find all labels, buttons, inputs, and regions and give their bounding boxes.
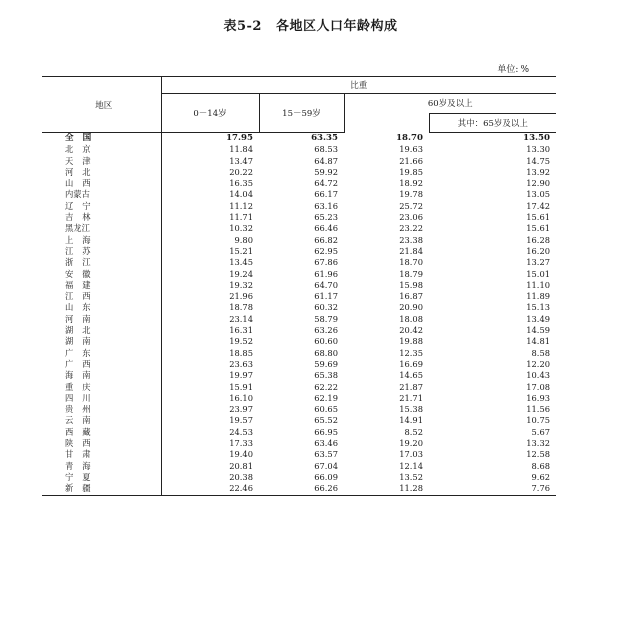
age-15-59-cell: 67.86 bbox=[314, 257, 338, 268]
age-65-plus-cell: 12.58 bbox=[526, 449, 551, 460]
age-65-plus-cell: 12.90 bbox=[526, 178, 551, 189]
age-15-59-cell: 60.60 bbox=[314, 336, 338, 347]
age-65-plus-cell: 13.32 bbox=[526, 438, 551, 449]
age-15-59-cell: 66.09 bbox=[314, 471, 338, 482]
age-60-plus-cell: 16.87 bbox=[399, 291, 423, 302]
age-60-plus-cell: 14.65 bbox=[399, 370, 423, 381]
table-row bbox=[42, 223, 556, 234]
age-60-plus-cell: 19.63 bbox=[399, 144, 423, 155]
age-0-14-cell: 20.22 bbox=[229, 166, 253, 177]
age-60-plus-cell: 23.06 bbox=[399, 212, 423, 223]
table-row bbox=[42, 438, 556, 449]
table-row bbox=[42, 257, 556, 268]
age-15-59-cell: 64.72 bbox=[314, 178, 338, 189]
unit-text: 单位: bbox=[497, 65, 519, 75]
age-60-plus-cell: 20.90 bbox=[399, 302, 423, 313]
table-row bbox=[42, 144, 556, 155]
age-15-59-cell: 65.52 bbox=[314, 415, 338, 426]
age-65-plus-cell: 16.28 bbox=[526, 234, 551, 245]
region-cell: 湖北 bbox=[42, 325, 161, 336]
header-ratio: 比重 bbox=[161, 77, 556, 94]
age-15-59-cell: 64.87 bbox=[314, 155, 338, 166]
age-60-plus-cell: 8.52 bbox=[404, 426, 423, 437]
age-15-59-cell: 62.22 bbox=[314, 381, 338, 392]
region-cell: 内蒙古 bbox=[42, 189, 161, 200]
age-65-plus-cell: 13.27 bbox=[526, 257, 551, 268]
table-row bbox=[42, 291, 556, 302]
age-60-plus-cell: 19.88 bbox=[399, 336, 423, 347]
table-row bbox=[42, 280, 556, 291]
age-0-14-cell: 16.35 bbox=[229, 178, 253, 189]
age-15-59-cell: 63.46 bbox=[314, 438, 338, 449]
age-15-59-cell: 66.82 bbox=[314, 234, 338, 245]
age-60-plus-cell: 16.69 bbox=[399, 358, 423, 369]
table-row bbox=[42, 348, 556, 359]
age-0-14-cell: 23.63 bbox=[229, 358, 253, 369]
age-65-plus-cell: 7.76 bbox=[429, 483, 556, 495]
age-60-plus-cell: 25.72 bbox=[399, 200, 423, 211]
age-0-14-cell: 20.81 bbox=[229, 460, 253, 471]
age-0-14-cell: 10.32 bbox=[229, 223, 253, 234]
table-row bbox=[42, 427, 556, 438]
region-cell: 四川 bbox=[42, 393, 161, 404]
age-0-14-cell: 20.38 bbox=[229, 471, 253, 482]
age-60-plus-cell: 18.70 bbox=[396, 132, 423, 143]
age-15-59-cell: 66.46 bbox=[314, 223, 338, 234]
age-0-14-cell: 9.80 bbox=[234, 234, 253, 245]
age-15-59-cell: 65.23 bbox=[314, 212, 338, 223]
age-60-plus-cell: 23.38 bbox=[399, 234, 423, 245]
region-cell: 上海 bbox=[42, 235, 161, 246]
region-cell: 河北 bbox=[42, 167, 161, 178]
age-65-plus-cell: 13.50 bbox=[523, 133, 551, 143]
age-0-14-cell: 11.12 bbox=[229, 200, 253, 211]
age-65-plus-cell: 5.67 bbox=[531, 426, 551, 437]
region-cell: 湖南 bbox=[42, 336, 161, 347]
age-60-plus-cell: 21.66 bbox=[399, 155, 423, 166]
age-0-14-cell: 18.78 bbox=[229, 302, 253, 313]
age-0-14-cell: 24.53 bbox=[229, 426, 253, 437]
age-65-plus-cell: 16.20 bbox=[526, 245, 551, 256]
header-age-60-plus: 60岁及以上 bbox=[427, 99, 473, 110]
table-row bbox=[42, 178, 556, 189]
age-15-59-cell: 62.95 bbox=[314, 245, 338, 256]
table-number: 表5-2 bbox=[223, 19, 262, 34]
age-65-plus-cell: 13.30 bbox=[526, 144, 551, 155]
page-title bbox=[0, 15, 621, 34]
age-65-plus-cell: 15.61 bbox=[526, 223, 551, 234]
region-cell: 辽宁 bbox=[42, 201, 161, 212]
table-row bbox=[42, 359, 556, 370]
age-0-14-cell: 23.14 bbox=[229, 313, 253, 324]
age-15-59-cell: 63.26 bbox=[314, 325, 338, 336]
table-row bbox=[42, 393, 556, 404]
age-60-plus-cell: 23.22 bbox=[399, 223, 423, 234]
age-60-plus-cell: 18.70 bbox=[399, 257, 423, 268]
table-row bbox=[42, 201, 556, 212]
region-cell: 北京 bbox=[42, 144, 161, 155]
age-65-plus-cell: 10.75 bbox=[526, 415, 551, 426]
age-65-plus-cell: 15.61 bbox=[526, 212, 551, 223]
table-row bbox=[42, 212, 556, 223]
age-60-plus-cell: 11.28 bbox=[344, 483, 429, 495]
age-0-14-cell: 23.97 bbox=[229, 404, 253, 415]
table-row bbox=[42, 314, 556, 325]
age-65-plus-cell: 15.01 bbox=[526, 268, 551, 279]
age-65-plus-cell: 11.56 bbox=[526, 404, 551, 415]
age-65-plus-cell: 15.13 bbox=[526, 302, 551, 313]
region-cell: 重庆 bbox=[42, 382, 161, 393]
region-cell: 河南 bbox=[42, 314, 161, 325]
age-65-plus-cell: 10.43 bbox=[526, 370, 551, 381]
age-60-plus-cell: 18.08 bbox=[399, 313, 423, 324]
age-60-plus-cell: 19.78 bbox=[399, 189, 423, 200]
table-row bbox=[42, 483, 556, 495]
age-0-14-cell: 22.46 bbox=[161, 483, 259, 495]
age-15-59-cell: 65.38 bbox=[314, 370, 338, 381]
age-65-plus-cell: 12.20 bbox=[526, 358, 551, 369]
age-0-14-cell: 14.04 bbox=[229, 189, 253, 200]
age-60-plus-cell: 15.38 bbox=[399, 404, 423, 415]
region-cell: 西藏 bbox=[42, 427, 161, 438]
region-cell: 浙江 bbox=[42, 257, 161, 268]
unit-label bbox=[497, 62, 529, 75]
age-0-14-cell: 19.97 bbox=[229, 370, 253, 381]
header-age-65-plus: 其中：65岁及以上 bbox=[429, 113, 556, 133]
table-row bbox=[42, 415, 556, 426]
age-0-14-cell: 15.91 bbox=[229, 381, 253, 392]
age-65-plus-cell: 8.58 bbox=[531, 347, 551, 358]
age-15-59-cell: 60.65 bbox=[314, 404, 338, 415]
table-row bbox=[42, 167, 556, 178]
age-15-59-cell: 66.17 bbox=[314, 189, 338, 200]
region-cell: 天津 bbox=[42, 156, 161, 167]
header-region: 地区 bbox=[42, 77, 161, 133]
age-60-plus-cell: 19.20 bbox=[399, 438, 423, 449]
table-body bbox=[42, 133, 556, 496]
age-15-59-cell: 58.79 bbox=[314, 313, 338, 324]
age-60-plus-cell: 12.14 bbox=[399, 460, 423, 471]
region-cell: 新疆 bbox=[42, 483, 161, 495]
age-65-plus-cell: 11.89 bbox=[526, 291, 551, 302]
age-0-14-cell: 16.10 bbox=[229, 392, 253, 403]
age-15-59-cell: 66.26 bbox=[259, 483, 344, 495]
unit-value: % bbox=[520, 65, 529, 75]
age-60-plus-cell: 21.87 bbox=[399, 381, 423, 392]
age-15-59-cell: 68.53 bbox=[314, 144, 338, 155]
age-15-59-cell: 67.04 bbox=[314, 460, 338, 471]
age-60-plus-cell: 13.52 bbox=[399, 471, 423, 482]
age-65-plus-cell: 13.92 bbox=[526, 166, 551, 177]
table-row bbox=[42, 404, 556, 415]
region-cell: 广东 bbox=[42, 348, 161, 359]
age-15-59-cell: 66.95 bbox=[314, 426, 338, 437]
age-0-14-cell: 11.71 bbox=[229, 212, 253, 223]
age-65-plus-cell: 14.59 bbox=[526, 325, 551, 336]
age-0-14-cell: 15.21 bbox=[229, 245, 253, 256]
age-15-59-cell: 63.57 bbox=[314, 449, 338, 460]
region-cell: 山东 bbox=[42, 302, 161, 313]
table-row bbox=[42, 336, 556, 347]
age-0-14-cell: 17.33 bbox=[229, 438, 253, 449]
age-65-plus-cell: 9.62 bbox=[531, 471, 551, 482]
age-15-59-cell: 61.96 bbox=[314, 268, 338, 279]
age-65-plus-cell: 13.05 bbox=[526, 189, 551, 200]
region-cell: 甘肃 bbox=[42, 449, 161, 460]
table-row bbox=[42, 472, 556, 483]
region-cell: 海南 bbox=[42, 370, 161, 381]
age-structure-table bbox=[42, 76, 556, 496]
age-60-plus-cell: 20.42 bbox=[399, 325, 423, 336]
age-15-59-cell: 61.17 bbox=[314, 291, 338, 302]
header-spacer bbox=[344, 113, 429, 133]
age-60-plus-cell: 19.85 bbox=[399, 166, 423, 177]
age-15-59-cell: 63.35 bbox=[311, 133, 338, 143]
age-15-59-cell: 60.32 bbox=[314, 302, 338, 313]
age-0-14-cell: 13.47 bbox=[229, 155, 253, 166]
region-cell: 全国 bbox=[42, 133, 161, 145]
age-65-plus-cell: 17.08 bbox=[526, 381, 551, 392]
age-0-14-cell: 16.31 bbox=[229, 325, 253, 336]
age-65-plus-cell: 11.10 bbox=[526, 279, 551, 290]
header-age-0-14: 0－14岁 bbox=[161, 94, 259, 133]
age-15-59-cell: 63.16 bbox=[314, 200, 338, 211]
age-0-14-cell: 19.40 bbox=[229, 449, 253, 460]
age-65-plus-cell: 14.81 bbox=[526, 336, 551, 347]
age-60-plus-cell: 18.92 bbox=[399, 178, 423, 189]
age-0-14-cell: 18.85 bbox=[229, 347, 253, 358]
age-60-plus-cell: 21.71 bbox=[399, 392, 423, 403]
region-cell: 陕西 bbox=[42, 438, 161, 449]
age-65-plus-cell: 16.93 bbox=[526, 392, 551, 403]
table-row bbox=[42, 461, 556, 472]
age-0-14-cell: 17.95 bbox=[226, 133, 253, 143]
table-row bbox=[42, 189, 556, 200]
region-cell: 吉林 bbox=[42, 212, 161, 223]
age-60-plus-cell: 14.91 bbox=[399, 415, 423, 426]
age-0-14-cell: 11.84 bbox=[229, 144, 253, 155]
age-0-14-cell: 19.57 bbox=[229, 415, 253, 426]
table-row bbox=[42, 156, 556, 167]
region-cell: 广西 bbox=[42, 359, 161, 370]
age-0-14-cell: 19.32 bbox=[229, 279, 253, 290]
region-cell: 黑龙江 bbox=[42, 223, 161, 234]
region-cell: 贵州 bbox=[42, 404, 161, 415]
table-row bbox=[42, 449, 556, 460]
region-cell: 宁夏 bbox=[42, 472, 161, 483]
age-60-plus-cell: 12.35 bbox=[399, 347, 423, 358]
age-60-plus-cell: 15.98 bbox=[399, 279, 423, 290]
age-0-14-cell: 13.45 bbox=[229, 257, 253, 268]
age-60-plus-cell: 21.84 bbox=[399, 245, 423, 256]
age-0-14-cell: 19.24 bbox=[229, 268, 253, 279]
table-row bbox=[42, 235, 556, 246]
age-65-plus-cell: 8.68 bbox=[531, 460, 551, 471]
age-0-14-cell: 19.52 bbox=[229, 336, 253, 347]
region-cell: 山西 bbox=[42, 178, 161, 189]
age-15-59-cell: 59.69 bbox=[314, 358, 338, 369]
age-65-plus-cell: 14.75 bbox=[526, 155, 551, 166]
age-0-14-cell: 21.96 bbox=[229, 291, 253, 302]
age-15-59-cell: 68.80 bbox=[314, 347, 338, 358]
table-title: 各地区人口年龄构成 bbox=[275, 19, 398, 34]
header-age-15-59: 15－59岁 bbox=[259, 94, 344, 133]
age-60-plus-cell: 18.79 bbox=[399, 268, 423, 279]
table-row bbox=[42, 325, 556, 336]
age-65-plus-cell: 13.49 bbox=[526, 313, 551, 324]
age-65-plus-cell: 17.42 bbox=[526, 200, 551, 211]
age-60-plus-cell: 17.03 bbox=[399, 449, 423, 460]
age-15-59-cell: 59.92 bbox=[314, 166, 338, 177]
region-cell: 云南 bbox=[42, 415, 161, 426]
table-row bbox=[42, 269, 556, 280]
region-cell: 青海 bbox=[42, 461, 161, 472]
table-row bbox=[42, 246, 556, 257]
region-cell: 福建 bbox=[42, 280, 161, 291]
region-cell: 江西 bbox=[42, 291, 161, 302]
region-cell: 安徽 bbox=[42, 269, 161, 280]
age-15-59-cell: 64.70 bbox=[314, 279, 338, 290]
table-row bbox=[42, 302, 556, 313]
table-row bbox=[42, 382, 556, 393]
table-row bbox=[42, 370, 556, 381]
age-15-59-cell: 62.19 bbox=[314, 392, 338, 403]
table-row-total bbox=[42, 133, 556, 145]
region-cell: 江苏 bbox=[42, 246, 161, 257]
